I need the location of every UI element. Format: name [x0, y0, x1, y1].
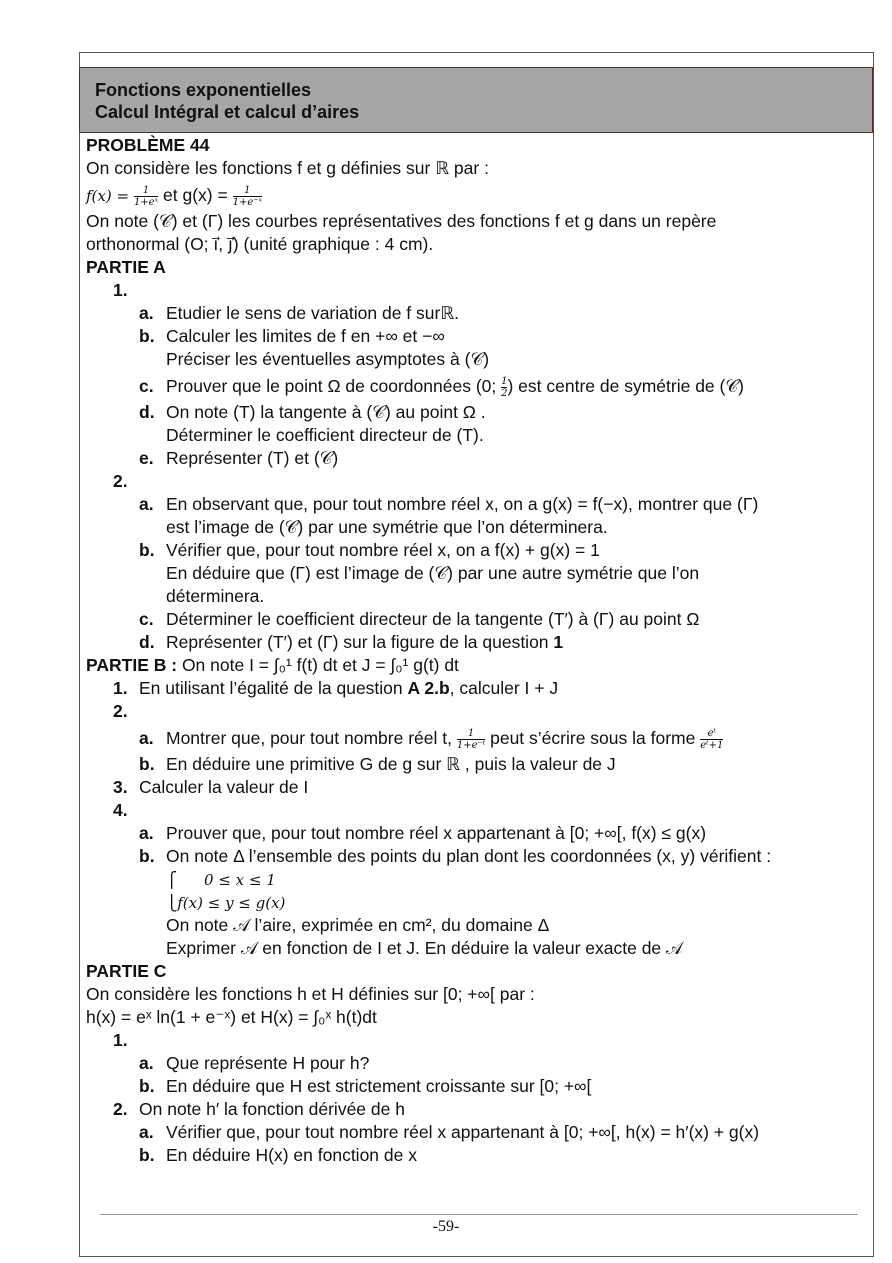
sub-question: b. En déduire H(x) en fonction de x — [139, 1145, 417, 1165]
intro-line: On considère les fonctions h et H définies sur [0; +∞[ par : — [86, 984, 535, 1004]
sub-question: e. Représenter (T) et (𝒞) — [139, 448, 339, 468]
function-definitions: f(x) = $\frac{1}{\text{1+eˣ}}$ et g(x) = $\frac{1}{\text{1+e⁻ˣ}}$ — [86, 184, 263, 208]
part-a-title: PARTIE A — [86, 257, 166, 277]
question-number: 4. — [113, 800, 128, 820]
sub-question-continued: Exprimer 𝒜 en fonction de I et J. En déduire la valeur exacte de 𝒜 — [166, 938, 683, 958]
intro-line: orthonormal (O; i⃗, j⃗) (unité graphique : 4 cm). — [86, 234, 434, 254]
part-b-title: PARTIE B : On note I = ∫₀¹ f(t) dt et J = ∫₀¹ g(t) dt — [86, 655, 459, 675]
sub-question: c. Déterminer le coefficient directeur de la tangente (T′) à (Γ) au point Ω — [139, 609, 700, 629]
problem-content — [86, 134, 866, 1167]
question-number: 1. — [113, 1030, 128, 1050]
sub-question: a. Prouver que, pour tout nombre réel x appartenant à [0; +∞[, f(x) ≤ g(x) — [139, 823, 707, 843]
fraction-g: $\frac{1}{\text{1+e⁻ˣ}}$ — [232, 184, 263, 208]
sub-question: d. On note (T) la tangente à (𝒞) au point Ω . — [139, 402, 486, 422]
part-c-title: PARTIE C — [86, 961, 167, 981]
chapter-title: Fonctions exponentielles — [95, 80, 312, 100]
question-number: 1. — [113, 280, 128, 300]
sub-question: d. Représenter (T′) et (Γ) sur la figure de la question 1 — [139, 632, 564, 652]
intro-line: On note (𝒞) et (Γ) les courbes représentatives des fonctions f et g dans un repère — [86, 211, 717, 231]
question: 3. Calculer la valeur de I — [113, 777, 309, 797]
problem-title: PROBLÈME 44 — [86, 135, 210, 155]
sub-question-continued: est l’image de (𝒞) par une symétrie que l’on déterminera. — [166, 517, 608, 537]
chapter-header — [79, 67, 873, 133]
sub-question-continued: déterminera. — [166, 586, 265, 606]
sub-question-continued: On note 𝒜 l’aire, exprimée en cm², du domaine Δ — [166, 915, 550, 935]
intro-line: On considère les fonctions f et g définies sur ℝ par : — [86, 158, 489, 178]
sub-question-continued: En déduire que (Γ) est l’image de (𝒞) par une autre symétrie que l’on — [166, 563, 700, 583]
footer-rule — [100, 1214, 858, 1215]
sub-question-continued: Déterminer le coefficient directeur de (T). — [166, 425, 484, 445]
sub-question: b. Calculer les limites de f en +∞ et −∞ — [139, 326, 445, 346]
sub-question: c. Prouver que le point Ω de coordonnées (0; $\frac{1}{2}$ ) est centre de symétrie de (𝒞) — [139, 375, 744, 399]
question: 1. En utilisant l’égalité de la question A 2.b, calculer I + J — [113, 678, 559, 698]
intro-line: h(x) = eˣ ln(1 + e⁻ˣ) et H(x) = ∫₀ˣ h(t)dt — [86, 1007, 377, 1027]
sub-question: a. Etudier le sens de variation de f surℝ. — [139, 303, 460, 323]
fraction-et: $\frac{\text{eᵗ}}{\text{eᵗ+1}}$ — [700, 727, 724, 751]
sub-question: b. On note Δ l’ensemble des points du plan dont les coordonnées (x, y) vérifient : — [139, 846, 772, 866]
sub-question: b. En déduire que H est strictement croissante sur [0; +∞[ — [139, 1076, 592, 1096]
question: 2. On note h′ la fonction dérivée de h — [113, 1099, 405, 1119]
sub-question: a. En observant que, pour tout nombre réel x, on a g(x) = f(−x), montrer que (Γ) — [139, 494, 759, 514]
sub-question: b. En déduire une primitive G de g sur ℝ , puis la valeur de J — [139, 754, 616, 774]
sub-question: a. Que représente H pour h? — [139, 1053, 370, 1073]
sub-question: a. Montrer que, pour tout nombre réel t, $\frac{1}{\text{1+e⁻ᵗ}}$ peut s’écrire sous la forme $\frac{\text{eᵗ}}{\text{eᵗ+1}}$ — [139, 727, 724, 751]
system-line: ⎩f(x) ≤ y ≤ g(x) — [166, 894, 286, 912]
fraction-half: $\frac{1}{2}$ — [501, 375, 508, 399]
chapter-subtitle: Calcul Intégral et calcul d’aires — [95, 102, 360, 122]
question-number: 2. — [113, 701, 128, 721]
fraction-f: $\frac{1}{\text{1+eˣ}}$ — [133, 184, 159, 208]
question-number: 2. — [113, 471, 128, 491]
sub-question: a. Vérifier que, pour tout nombre réel x appartenant à [0; +∞[, h(x) = h′(x) + g(x) — [139, 1122, 760, 1142]
sub-question: b. Vérifier que, pour tout nombre réel x, on a f(x) + g(x) = 1 — [139, 540, 600, 560]
page-number: -59- — [432, 1218, 460, 1235]
fraction-t: $\frac{1}{\text{1+e⁻ᵗ}}$ — [456, 727, 486, 751]
sub-question-continued: Préciser les éventuelles asymptotes à (𝒞) — [166, 349, 490, 369]
system-line: ⎧ 0 ≤ x ≤ 1 — [166, 871, 276, 889]
